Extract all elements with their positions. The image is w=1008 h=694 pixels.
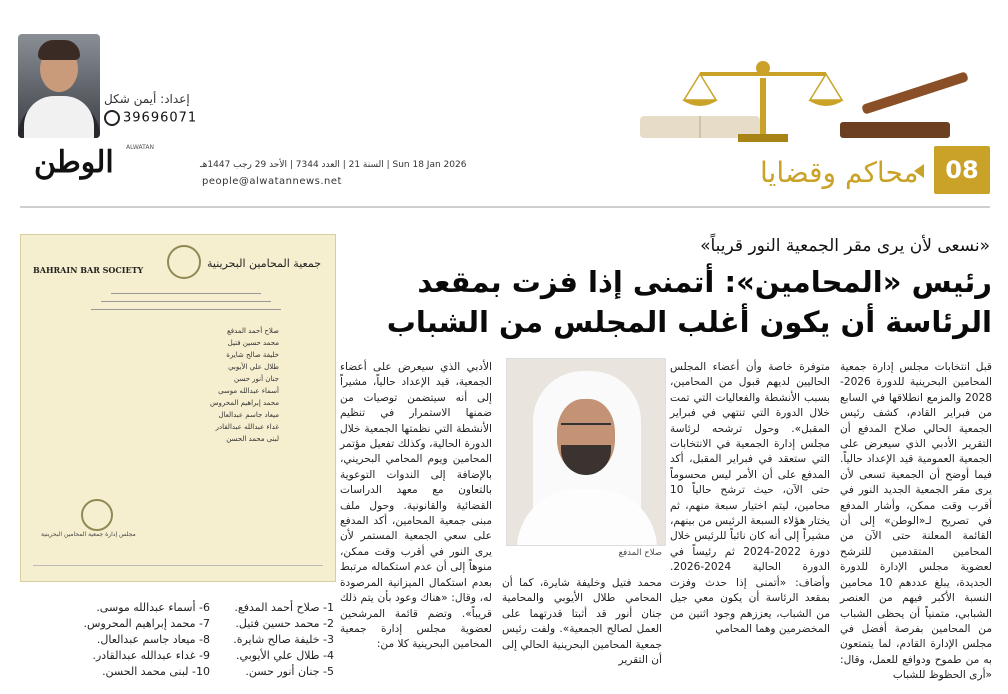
doc-name: محمد حسين فتيل bbox=[227, 339, 279, 347]
page-number: 08 bbox=[934, 146, 990, 194]
society-seal-icon bbox=[167, 245, 201, 279]
phone-number bbox=[104, 110, 197, 126]
list-item: 2- محمد حسين فتيل. bbox=[235, 617, 334, 630]
phone-text: 39696071 bbox=[123, 110, 198, 126]
doc-name: لبنى محمد الحسن bbox=[226, 435, 279, 443]
list-item: 1- صلاح أحمد المدفع. bbox=[234, 601, 334, 614]
logo-latin: ALWATAN bbox=[126, 144, 154, 151]
speaker-photo bbox=[506, 358, 666, 546]
doc-name: محمد إبراهيم المحروس bbox=[209, 399, 279, 407]
list-item: 3- خليفة صالح شايرة. bbox=[233, 633, 334, 646]
dateline: السنة 21 | العدد 7344 | الأحد 29 رجب 1447هـ | Sun 18 Jan 2026 bbox=[200, 160, 467, 170]
list-item: 9- غداء عبدالله عبدالقادر. bbox=[92, 649, 210, 662]
doc-name: غداء عبدالله عبدالقادر bbox=[215, 423, 279, 431]
list-item: 7- محمد إبراهيم المحروس. bbox=[83, 617, 210, 630]
article-column-2: متوفرة خاصة وأن أعضاء المجلس الحاليين لديهم قبول من المحامين، بسبب الأنشطة والفعاليات التي تمت خلال الدورة التي تنتهي في فبراير المقبل». وحول ترشحه لرئاسة مجلس إدارة الجمعية في الانتخابات التي ستعقد في فبراير المقبل، أكد المدفع على أن الأمر ليس محسوماً حتى الآن، حيث ترشح حالياً 10 محامين، ليتم اختيار سبعة منهم، ثم يختار هؤلاء السبعة الرئيس من بينهم، مشيراً إلى أنه كان نائباً للرئيس خلال دورة 2022-2024 ثم رئيساً في الدورة الحالية 2024-2026. وأضاف: «أتمنى إذا حدث وفزت بمقعد الرئاسة أن يكون معي جيل من الشباب، يعززهم وجود اثنين من المخضرمين وهما المحامي bbox=[670, 361, 831, 635]
photo-caption: صلاح المدفع bbox=[618, 548, 662, 558]
list-item: 8- ميعاد جاسم عبدالعال. bbox=[96, 633, 210, 646]
doc-name: جنان أنور حسن bbox=[234, 375, 279, 383]
list-item: 4- طلال علي الأيوبي. bbox=[236, 649, 334, 662]
article-column-3: محمد فتيل وخليفة شايرة، كما أن المحامي طلال الأيوبي والمحامية جنان أنور قد أثبتا قدرتهما على العمل لصالح الجمعية». ولفت رئيس جمعية المحامين البحرينية الحالي إلى أن التقرير bbox=[502, 577, 662, 667]
candidates-document-image bbox=[20, 234, 336, 582]
doc-name: طلال علي الأيوبي bbox=[228, 363, 279, 371]
kicker: «نسعى لأن يرى مقر الجمعية النور قريباً» bbox=[700, 236, 990, 256]
candidates-list-left bbox=[20, 600, 210, 680]
article-column-1: قبل انتخابات مجلس إدارة جمعية المحامين البحرينية للدورة 2026-2028 والمزمع انطلاقها في السابع من فبراير القادم، كشف رئيس الجمعية الحالي صلاح المدفع أن التقرير الأدبي الذي سيعرض على الجمعية العمومية قيد الإعداد حالياً. فيما أوضح أن الجمعية تسعى لأن يرى مقر الجمعية الجديد النور في أقرب وقت ممكن، وأشار المدفع في تصريح لـ«الوطن» إلى أن القائمة المعلنة حتى الآن من المحامين المتقدمين للترشح لعضوية مجلس الإدارة للدورة الجديدة، يبلغ عددهم 10 محامين النسبة الأكبر فيهم من العنصر الشبابي، متمنياً أن يحظى الشباب من المحامين بفرصة أفضل في مجلس الإدارة القادم، لما يتمتعون به من طموح ودوافع للعمل، وقال: «أرى الحظوظ للشباب bbox=[840, 361, 992, 682]
doc-name: أسماء عبدالله موسى bbox=[218, 387, 279, 395]
email: people@alwatannews.net bbox=[202, 176, 342, 187]
header-divider bbox=[20, 206, 990, 208]
list-item: 6- أسماء عبدالله موسى. bbox=[96, 601, 210, 614]
article-column-4: الأدبي الذي سيعرض على أعضاء الجمعية، قيد الإعداد حالياً، مشيراً إلى أنه سيتضمن توصيات من ضمنها الاستمرار في تنظيم الأنشطة التي نظمتها الجمعية خلال الدورة الحالية، وكذلك تفعيل مؤتمر المحامين ويوم المحامي البحريني، بالإضافة إلى الندوات التوعوية بالتعاون مع معهد الدراسات القضائية والقانونية. وحول ملف مبنى جمعية المحامين، أكد المدفع على سعي الجمعية المستمر لأن يرى النور في أقرب وقت ممكن، منوهاً إلى أن عدم استكماله مرتبط بعدم استكمال الميزانية المرصودة له، وقال: «هناك وعود بأن يتم ذلك قريباً». وتضم قائمة المرشحين لعضوية مجلس إدارة جمعية المحامين البحرينية كلا من: bbox=[340, 361, 492, 651]
candidates-list-right bbox=[222, 600, 334, 680]
doc-name: ميعاد جاسم عبدالعال bbox=[218, 411, 279, 419]
doc-org-ar: جمعية المحامين البحرينية bbox=[207, 257, 321, 270]
doc-footer-org: مجلس إدارة جمعية المحامين البحرينية bbox=[41, 531, 136, 538]
whatsapp-icon bbox=[104, 110, 120, 126]
doc-org-en: BAHRAIN BAR SOCIETY bbox=[33, 265, 144, 275]
doc-name: خليفة صالح شايرة bbox=[226, 351, 279, 359]
gavel bbox=[861, 71, 969, 115]
headline: رئيس «المحامين»: أتمنى إذا فزت بمقعد الرئاسة أن يكون أغلب المجلس من الشباب bbox=[386, 265, 992, 339]
doc-name: صلاح أحمد المدفع bbox=[227, 327, 279, 335]
board-stamp-icon bbox=[81, 499, 113, 531]
list-item: 10- لبنى محمد الحسن. bbox=[102, 665, 210, 678]
author-photo bbox=[18, 34, 100, 138]
prepared-by: إعداد: أيمن شكل bbox=[104, 92, 190, 106]
list-item: 5- جنان أنور حسن. bbox=[245, 665, 334, 678]
section-title: محاكم وقضايا bbox=[760, 156, 919, 189]
newspaper-logo: الوطن bbox=[34, 145, 114, 180]
justice-scales-illustration bbox=[600, 38, 980, 148]
gavel-base bbox=[840, 122, 950, 138]
